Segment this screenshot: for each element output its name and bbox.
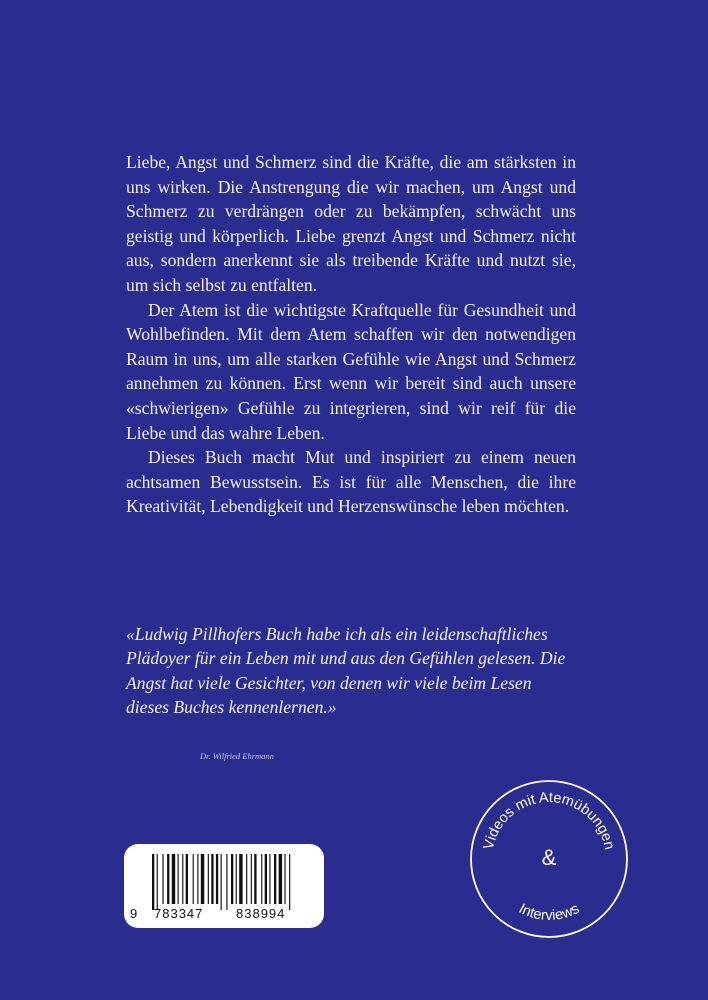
quote-attribution: Dr. Wilfried Ehrmann xyxy=(200,751,274,761)
isbn-number xyxy=(124,906,324,922)
blurb-paragraph: Dieses Buch macht Mut und inspiriert zu einem neuen achtsamen Bewusstsein. Es ist für alle Menschen, die ihre Kreativität, Lebendigkeit und Herzenswünsche leben möchten. xyxy=(126,447,576,517)
badge-top-text: Videos mit Atemübungen xyxy=(480,789,618,852)
isbn-left-group: 783347 xyxy=(154,906,204,921)
blurb-text xyxy=(126,150,576,519)
quote-text: «Ludwig Pillhofers Buch habe ich als ein leidenschaftliches Plädoyer für ein Leben mit und aus den Gefühlen gelesen. Die Angst hat viele Gesichter, von denen wir viele beim Lesen dieses Buches kennenlernen.» xyxy=(126,624,566,718)
svg-text:Videos mit Atemübungen xyxy=(481,790,617,851)
endorsement-quote xyxy=(126,622,576,720)
svg-text:Interviews xyxy=(516,901,582,924)
blurb-paragraph: Liebe, Angst und Schmerz sind die Kräfte, die am stärksten in uns wirken. Die Anstrengung die wir machen, um Angst und Schmerz zu verdrängen oder zu bekämpfen, schwächt uns geistig und körperlich. Liebe grenzt Angst und Schmerz nicht aus, sondern anerkennt sie als treibende Kräfte und nutzt sie, um sich selbst zu entfalten. xyxy=(126,152,576,295)
video-badge xyxy=(466,776,632,942)
isbn-barcode xyxy=(124,844,324,928)
blurb-paragraph: Der Atem ist die wichtigste Kraftquelle für Gesundheit und Wohlbefinden. Mit dem Atem schaffen wir den notwendigen Raum in uns, um alle starken Gefühle wie Angst und Schmerz annehmen zu können. Erst wenn wir bereit sind auch unsere «schwierigen» Gefühle zu integrieren, sind wir reif für die Liebe und das wahre Leben. xyxy=(126,299,576,443)
badge-bottom-text: Interviews xyxy=(515,900,583,924)
badge-ampersand: & xyxy=(541,845,557,870)
isbn-right-group: 838994 xyxy=(236,906,286,921)
isbn-prefix-digit: 9 xyxy=(130,906,139,921)
